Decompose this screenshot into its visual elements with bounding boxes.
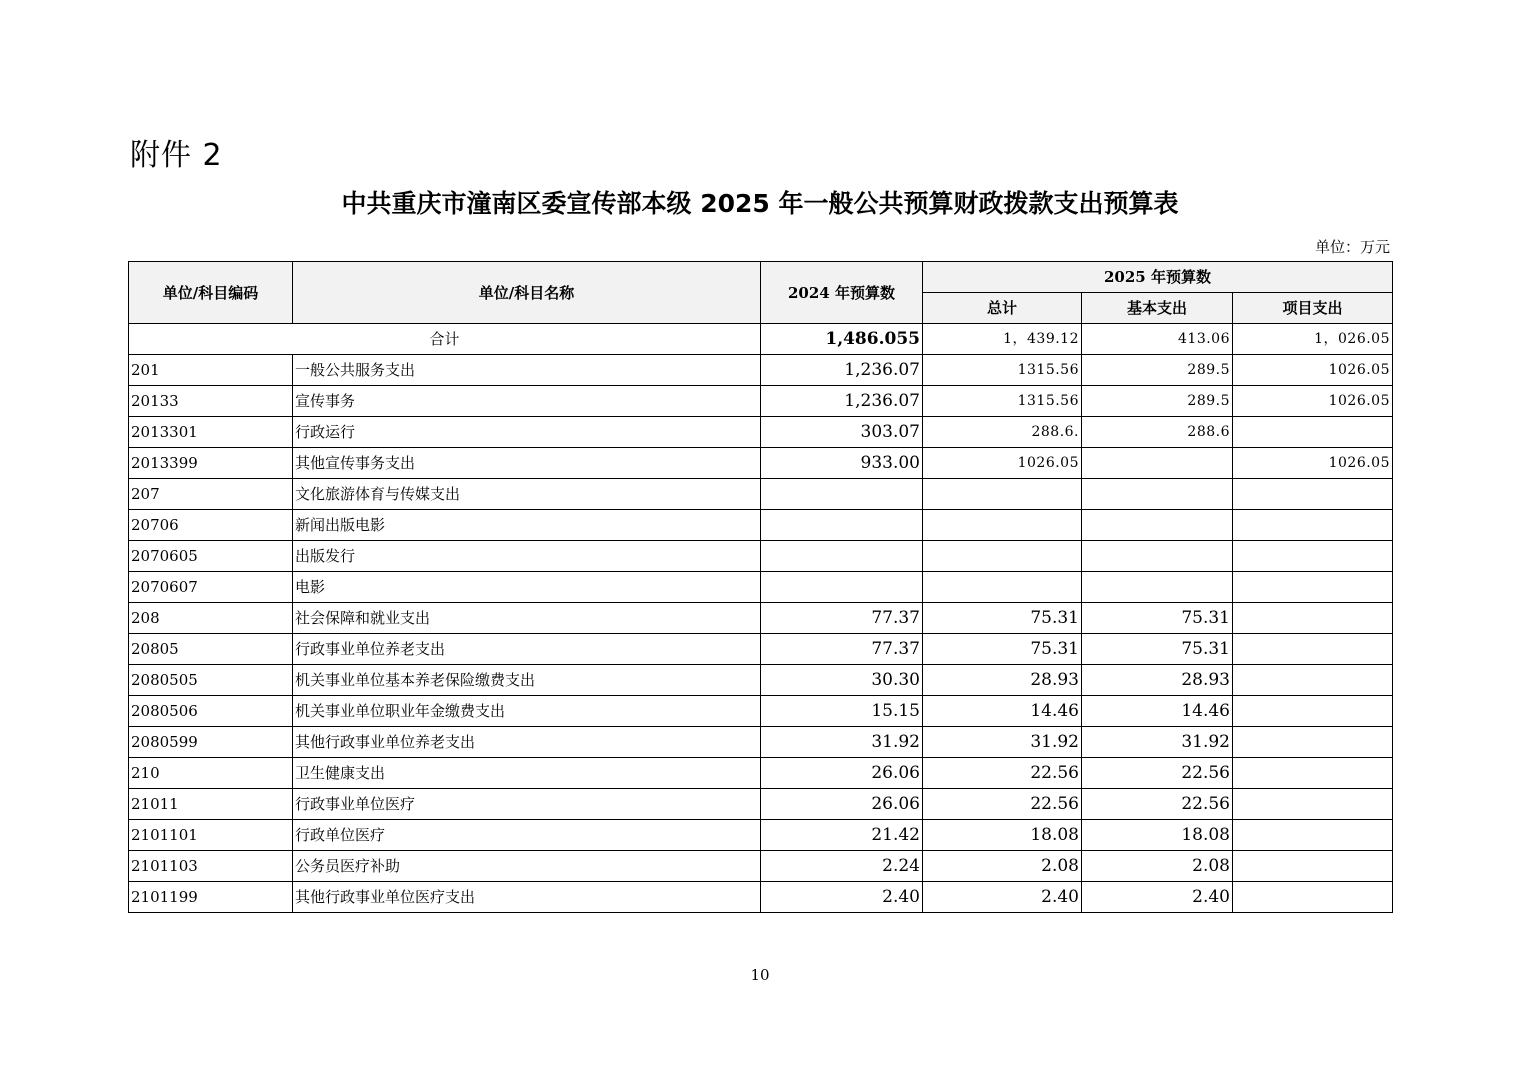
row-project	[1233, 479, 1393, 510]
total-label: 合计	[129, 324, 761, 355]
row-basic	[1082, 479, 1233, 510]
row-total	[923, 479, 1082, 510]
row-budget-2024: 2.24	[761, 851, 923, 882]
header-total: 总计	[923, 293, 1082, 324]
row-name: 行政运行	[293, 417, 761, 448]
row-name: 其他行政事业单位医疗支出	[293, 882, 761, 913]
row-total: 22.56	[923, 789, 1082, 820]
table-row	[129, 882, 1393, 913]
row-basic	[1082, 448, 1233, 479]
row-name: 一般公共服务支出	[293, 355, 761, 386]
row-budget-2024	[761, 572, 923, 603]
row-total: 14.46	[923, 696, 1082, 727]
row-name: 机关事业单位基本养老保险缴费支出	[293, 665, 761, 696]
row-name: 宣传事务	[293, 386, 761, 417]
row-basic	[1082, 572, 1233, 603]
row-project	[1233, 634, 1393, 665]
table-header	[129, 262, 1393, 324]
row-basic: 28.93	[1082, 665, 1233, 696]
table-row	[129, 634, 1393, 665]
row-project	[1233, 665, 1393, 696]
header-basic: 基本支出	[1082, 293, 1233, 324]
table-row	[129, 417, 1393, 448]
row-project	[1233, 541, 1393, 572]
row-name: 公务员医疗补助	[293, 851, 761, 882]
row-total: 18.08	[923, 820, 1082, 851]
row-total: 28.93	[923, 665, 1082, 696]
row-code: 2101103	[129, 851, 293, 882]
table-row	[129, 541, 1393, 572]
table-row	[129, 510, 1393, 541]
row-budget-2024: 77.37	[761, 603, 923, 634]
budget-table	[128, 261, 1393, 913]
row-total	[923, 572, 1082, 603]
row-total: 22.56	[923, 758, 1082, 789]
row-total: 75.31	[923, 634, 1082, 665]
row-code: 20706	[129, 510, 293, 541]
table-row	[129, 851, 1393, 882]
row-code: 2080506	[129, 696, 293, 727]
row-code: 2013301	[129, 417, 293, 448]
total-project: 1，026.05	[1233, 324, 1393, 355]
row-code: 2070607	[129, 572, 293, 603]
row-name: 行政事业单位养老支出	[293, 634, 761, 665]
row-project	[1233, 851, 1393, 882]
row-basic: 22.56	[1082, 789, 1233, 820]
table-row	[129, 603, 1393, 634]
row-project	[1233, 572, 1393, 603]
total-basic: 413.06	[1082, 324, 1233, 355]
table-row	[129, 727, 1393, 758]
row-name: 机关事业单位职业年金缴费支出	[293, 696, 761, 727]
row-project	[1233, 417, 1393, 448]
row-budget-2024: 303.07	[761, 417, 923, 448]
row-project: 1026.05	[1233, 355, 1393, 386]
row-basic: 75.31	[1082, 634, 1233, 665]
header-name: 单位/科目名称	[293, 262, 761, 324]
row-project: 1026.05	[1233, 386, 1393, 417]
row-budget-2024	[761, 510, 923, 541]
row-total: 1315.56	[923, 355, 1082, 386]
row-code: 2101199	[129, 882, 293, 913]
page-number: 10	[750, 966, 770, 984]
row-basic	[1082, 510, 1233, 541]
row-basic	[1082, 541, 1233, 572]
row-name: 卫生健康支出	[293, 758, 761, 789]
row-code: 2013399	[129, 448, 293, 479]
row-total: 1026.05	[923, 448, 1082, 479]
row-budget-2024: 933.00	[761, 448, 923, 479]
table-row	[129, 355, 1393, 386]
row-budget-2024: 77.37	[761, 634, 923, 665]
row-code: 2080599	[129, 727, 293, 758]
row-project	[1233, 820, 1393, 851]
row-name: 出版发行	[293, 541, 761, 572]
row-budget-2024: 26.06	[761, 789, 923, 820]
row-code: 2080505	[129, 665, 293, 696]
row-total: 1315.56	[923, 386, 1082, 417]
header-project: 项目支出	[1233, 293, 1393, 324]
row-budget-2024: 1,236.07	[761, 386, 923, 417]
row-code: 2101101	[129, 820, 293, 851]
row-budget-2024	[761, 479, 923, 510]
row-total: 288.6.	[923, 417, 1082, 448]
row-code: 2070605	[129, 541, 293, 572]
row-code: 207	[129, 479, 293, 510]
row-name: 其他行政事业单位养老支出	[293, 727, 761, 758]
row-basic: 288.6	[1082, 417, 1233, 448]
row-basic: 18.08	[1082, 820, 1233, 851]
table-row	[129, 696, 1393, 727]
row-code: 208	[129, 603, 293, 634]
row-project	[1233, 758, 1393, 789]
row-project	[1233, 727, 1393, 758]
row-code: 201	[129, 355, 293, 386]
table-row	[129, 758, 1393, 789]
row-name: 新闻出版电影	[293, 510, 761, 541]
row-basic: 289.5	[1082, 355, 1233, 386]
row-name: 行政单位医疗	[293, 820, 761, 851]
row-code: 20805	[129, 634, 293, 665]
row-basic: 2.08	[1082, 851, 1233, 882]
row-project: 1026.05	[1233, 448, 1393, 479]
row-budget-2024: 31.92	[761, 727, 923, 758]
row-total	[923, 541, 1082, 572]
row-total: 2.08	[923, 851, 1082, 882]
row-code: 210	[129, 758, 293, 789]
document-title: 中共重庆市潼南区委宣传部本级 2025 年一般公共预算财政拨款支出预算表	[341, 189, 1179, 218]
table-row	[129, 479, 1393, 510]
row-total	[923, 510, 1082, 541]
row-budget-2024: 26.06	[761, 758, 923, 789]
table-row	[129, 789, 1393, 820]
row-name: 文化旅游体育与传媒支出	[293, 479, 761, 510]
table-row	[129, 448, 1393, 479]
row-project	[1233, 603, 1393, 634]
attachment-label: 附件 2	[130, 138, 223, 173]
table-row	[129, 665, 1393, 696]
row-name: 其他宣传事务支出	[293, 448, 761, 479]
total-budget-2024: 1,486.055	[761, 324, 923, 355]
table-row	[129, 572, 1393, 603]
row-project	[1233, 696, 1393, 727]
row-code: 20133	[129, 386, 293, 417]
row-budget-2024: 1,236.07	[761, 355, 923, 386]
row-budget-2024	[761, 541, 923, 572]
row-project	[1233, 882, 1393, 913]
row-basic: 22.56	[1082, 758, 1233, 789]
row-basic: 289.5	[1082, 386, 1233, 417]
table-row	[129, 820, 1393, 851]
row-basic: 2.40	[1082, 882, 1233, 913]
header-budget-2025: 2025 年预算数	[923, 262, 1393, 293]
table-row	[129, 386, 1393, 417]
header-budget-2024: 2024 年预算数	[761, 262, 923, 324]
row-code: 21011	[129, 789, 293, 820]
row-basic: 14.46	[1082, 696, 1233, 727]
row-budget-2024: 21.42	[761, 820, 923, 851]
row-name: 电影	[293, 572, 761, 603]
row-budget-2024: 15.15	[761, 696, 923, 727]
row-name: 社会保障和就业支出	[293, 603, 761, 634]
row-total: 75.31	[923, 603, 1082, 634]
row-project	[1233, 789, 1393, 820]
row-budget-2024: 30.30	[761, 665, 923, 696]
row-total: 2.40	[923, 882, 1082, 913]
row-total: 31.92	[923, 727, 1082, 758]
total-total: 1，439.12	[923, 324, 1082, 355]
total-row	[129, 324, 1393, 355]
header-code: 单位/科目编码	[129, 262, 293, 324]
row-budget-2024: 2.40	[761, 882, 923, 913]
row-basic: 75.31	[1082, 603, 1233, 634]
unit-note: 单位：万元	[1314, 238, 1390, 256]
row-project	[1233, 510, 1393, 541]
row-name: 行政事业单位医疗	[293, 789, 761, 820]
table-body	[129, 324, 1393, 913]
row-basic: 31.92	[1082, 727, 1233, 758]
